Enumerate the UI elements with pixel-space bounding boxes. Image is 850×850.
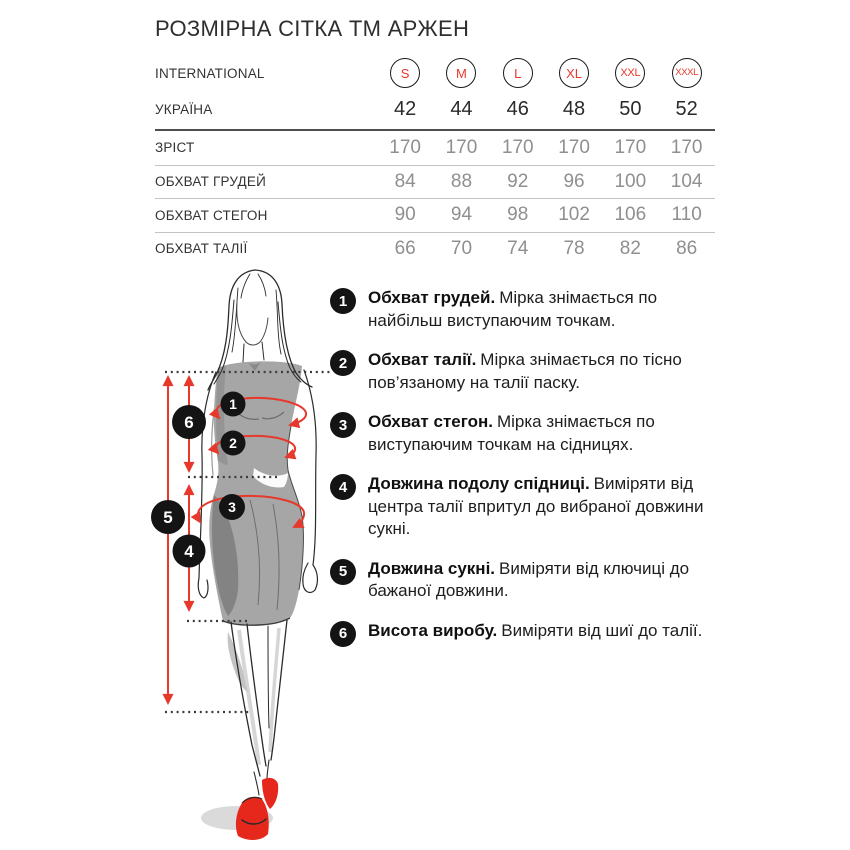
table-cell: 170 <box>670 136 703 158</box>
legend-text <box>368 473 728 541</box>
table-row-height <box>155 131 715 165</box>
marker-1-number: 1 <box>229 396 237 413</box>
table-cell: 104 <box>670 170 703 192</box>
table-cell: 170 <box>445 136 478 158</box>
legend-item-dress-length <box>330 558 728 603</box>
table-cell: 82 <box>619 237 641 259</box>
legend-number-badge: 5 <box>330 559 356 585</box>
legend-description: Мірка знімається по найбільш виступаючим точкам. <box>368 288 658 330</box>
row-label: ОБХВАТ ТАЛІЇ <box>155 241 248 257</box>
table-cell: 66 <box>394 237 416 259</box>
table-row-bust <box>155 165 715 199</box>
ukraine-label: УКРАЇНА <box>155 101 213 117</box>
international-row <box>155 54 715 92</box>
table-cell: 84 <box>394 170 416 192</box>
legend-term: Обхват стегон. <box>368 412 493 431</box>
marker-6-number: 6 <box>184 413 194 433</box>
legend-description: Мірка знімається по виступаючим точкам на сідницях. <box>368 412 655 454</box>
legend-text <box>368 558 728 603</box>
size-badge-xxl: XXL <box>615 58 645 88</box>
legend-number-badge: 2 <box>330 350 356 376</box>
international-label: INTERNATIONAL <box>155 65 265 81</box>
marker-5-number: 5 <box>163 508 173 528</box>
legend-item-hips <box>330 411 728 456</box>
legend-number-badge: 3 <box>330 412 356 438</box>
size-badge-m: M <box>446 58 476 88</box>
table-cell: 102 <box>558 204 590 226</box>
table-cell: 170 <box>389 136 421 158</box>
table-cell: 88 <box>450 170 473 192</box>
marker-4-number: 4 <box>184 542 194 562</box>
table-cell: 170 <box>558 136 590 158</box>
table-cell: 74 <box>507 237 529 259</box>
ukraine-size: 50 <box>619 97 642 120</box>
table-cell: 170 <box>501 136 534 158</box>
legend-number-badge: 6 <box>330 621 356 647</box>
table-cell: 78 <box>563 237 585 259</box>
legend-description: Мірка знімається по тісно пов’язаному на талії паску. <box>368 350 682 392</box>
legend-text <box>368 411 728 456</box>
row-label: ОБХВАТ ГРУДЕЙ <box>155 174 267 190</box>
size-badge-xl: XL <box>559 58 589 88</box>
table-cell: 100 <box>614 170 647 192</box>
table-row-hips <box>155 198 715 232</box>
marker-2-number: 2 <box>229 435 237 452</box>
legend-description: Виміряти від шиї до талії. <box>501 620 703 640</box>
table-cell: 70 <box>450 237 473 259</box>
legend-term: Довжина подолу спідниці. <box>368 474 590 493</box>
table-cell: 96 <box>563 170 585 192</box>
size-badge-l: L <box>503 58 533 88</box>
legend-number-badge: 4 <box>330 474 356 500</box>
ukraine-size: 42 <box>394 97 417 120</box>
page-title: РОЗМІРНА СІТКА ТМ АРЖЕН <box>155 16 470 41</box>
marker-3-number: 3 <box>228 499 236 516</box>
legend-text <box>368 620 728 647</box>
ukraine-size: 44 <box>450 97 473 120</box>
legend-term: Довжина сукні. <box>368 558 496 578</box>
table-cell: 92 <box>507 170 529 192</box>
legend-item-bodice-height <box>330 620 728 647</box>
table-cell: 86 <box>676 237 698 259</box>
ukraine-size: 46 <box>506 97 529 120</box>
table-cell: 90 <box>394 204 416 226</box>
ukraine-size: 52 <box>675 97 698 120</box>
legend-text <box>368 349 728 394</box>
size-badge-s: S <box>390 58 420 88</box>
legend-description: Виміряти від центра талії впритул до вибраної довжини сукні. <box>368 474 704 538</box>
legend-term: Обхват талії. <box>368 350 477 369</box>
measurement-figure-illustration <box>138 260 358 850</box>
legend-description: Виміряти від ключиці до бажаної довжини. <box>368 558 690 600</box>
legend-item-skirt-length <box>330 473 728 541</box>
legend-item-bust <box>330 287 728 332</box>
row-label: ОБХВАТ СТЕГОН <box>155 207 268 223</box>
row-label: ЗРІСТ <box>155 140 195 156</box>
legs-illustration <box>201 620 287 840</box>
legend-number-badge: 1 <box>330 288 356 314</box>
legend-term: Обхват грудей. <box>368 288 496 307</box>
measurement-legend <box>330 287 728 647</box>
legend-term: Висота виробу. <box>368 620 498 640</box>
size-badge-xxxl: XXXL <box>672 58 702 88</box>
size-table <box>155 54 715 265</box>
table-cell: 106 <box>614 204 647 226</box>
ukraine-size: 48 <box>562 97 586 120</box>
legend-text <box>368 287 728 332</box>
table-cell: 94 <box>450 204 473 226</box>
red-shoe <box>236 797 269 840</box>
legend-item-waist <box>330 349 728 394</box>
table-cell: 170 <box>614 136 647 158</box>
ukraine-row <box>155 92 715 126</box>
table-cell: 110 <box>671 204 702 226</box>
table-cell: 98 <box>507 204 529 226</box>
